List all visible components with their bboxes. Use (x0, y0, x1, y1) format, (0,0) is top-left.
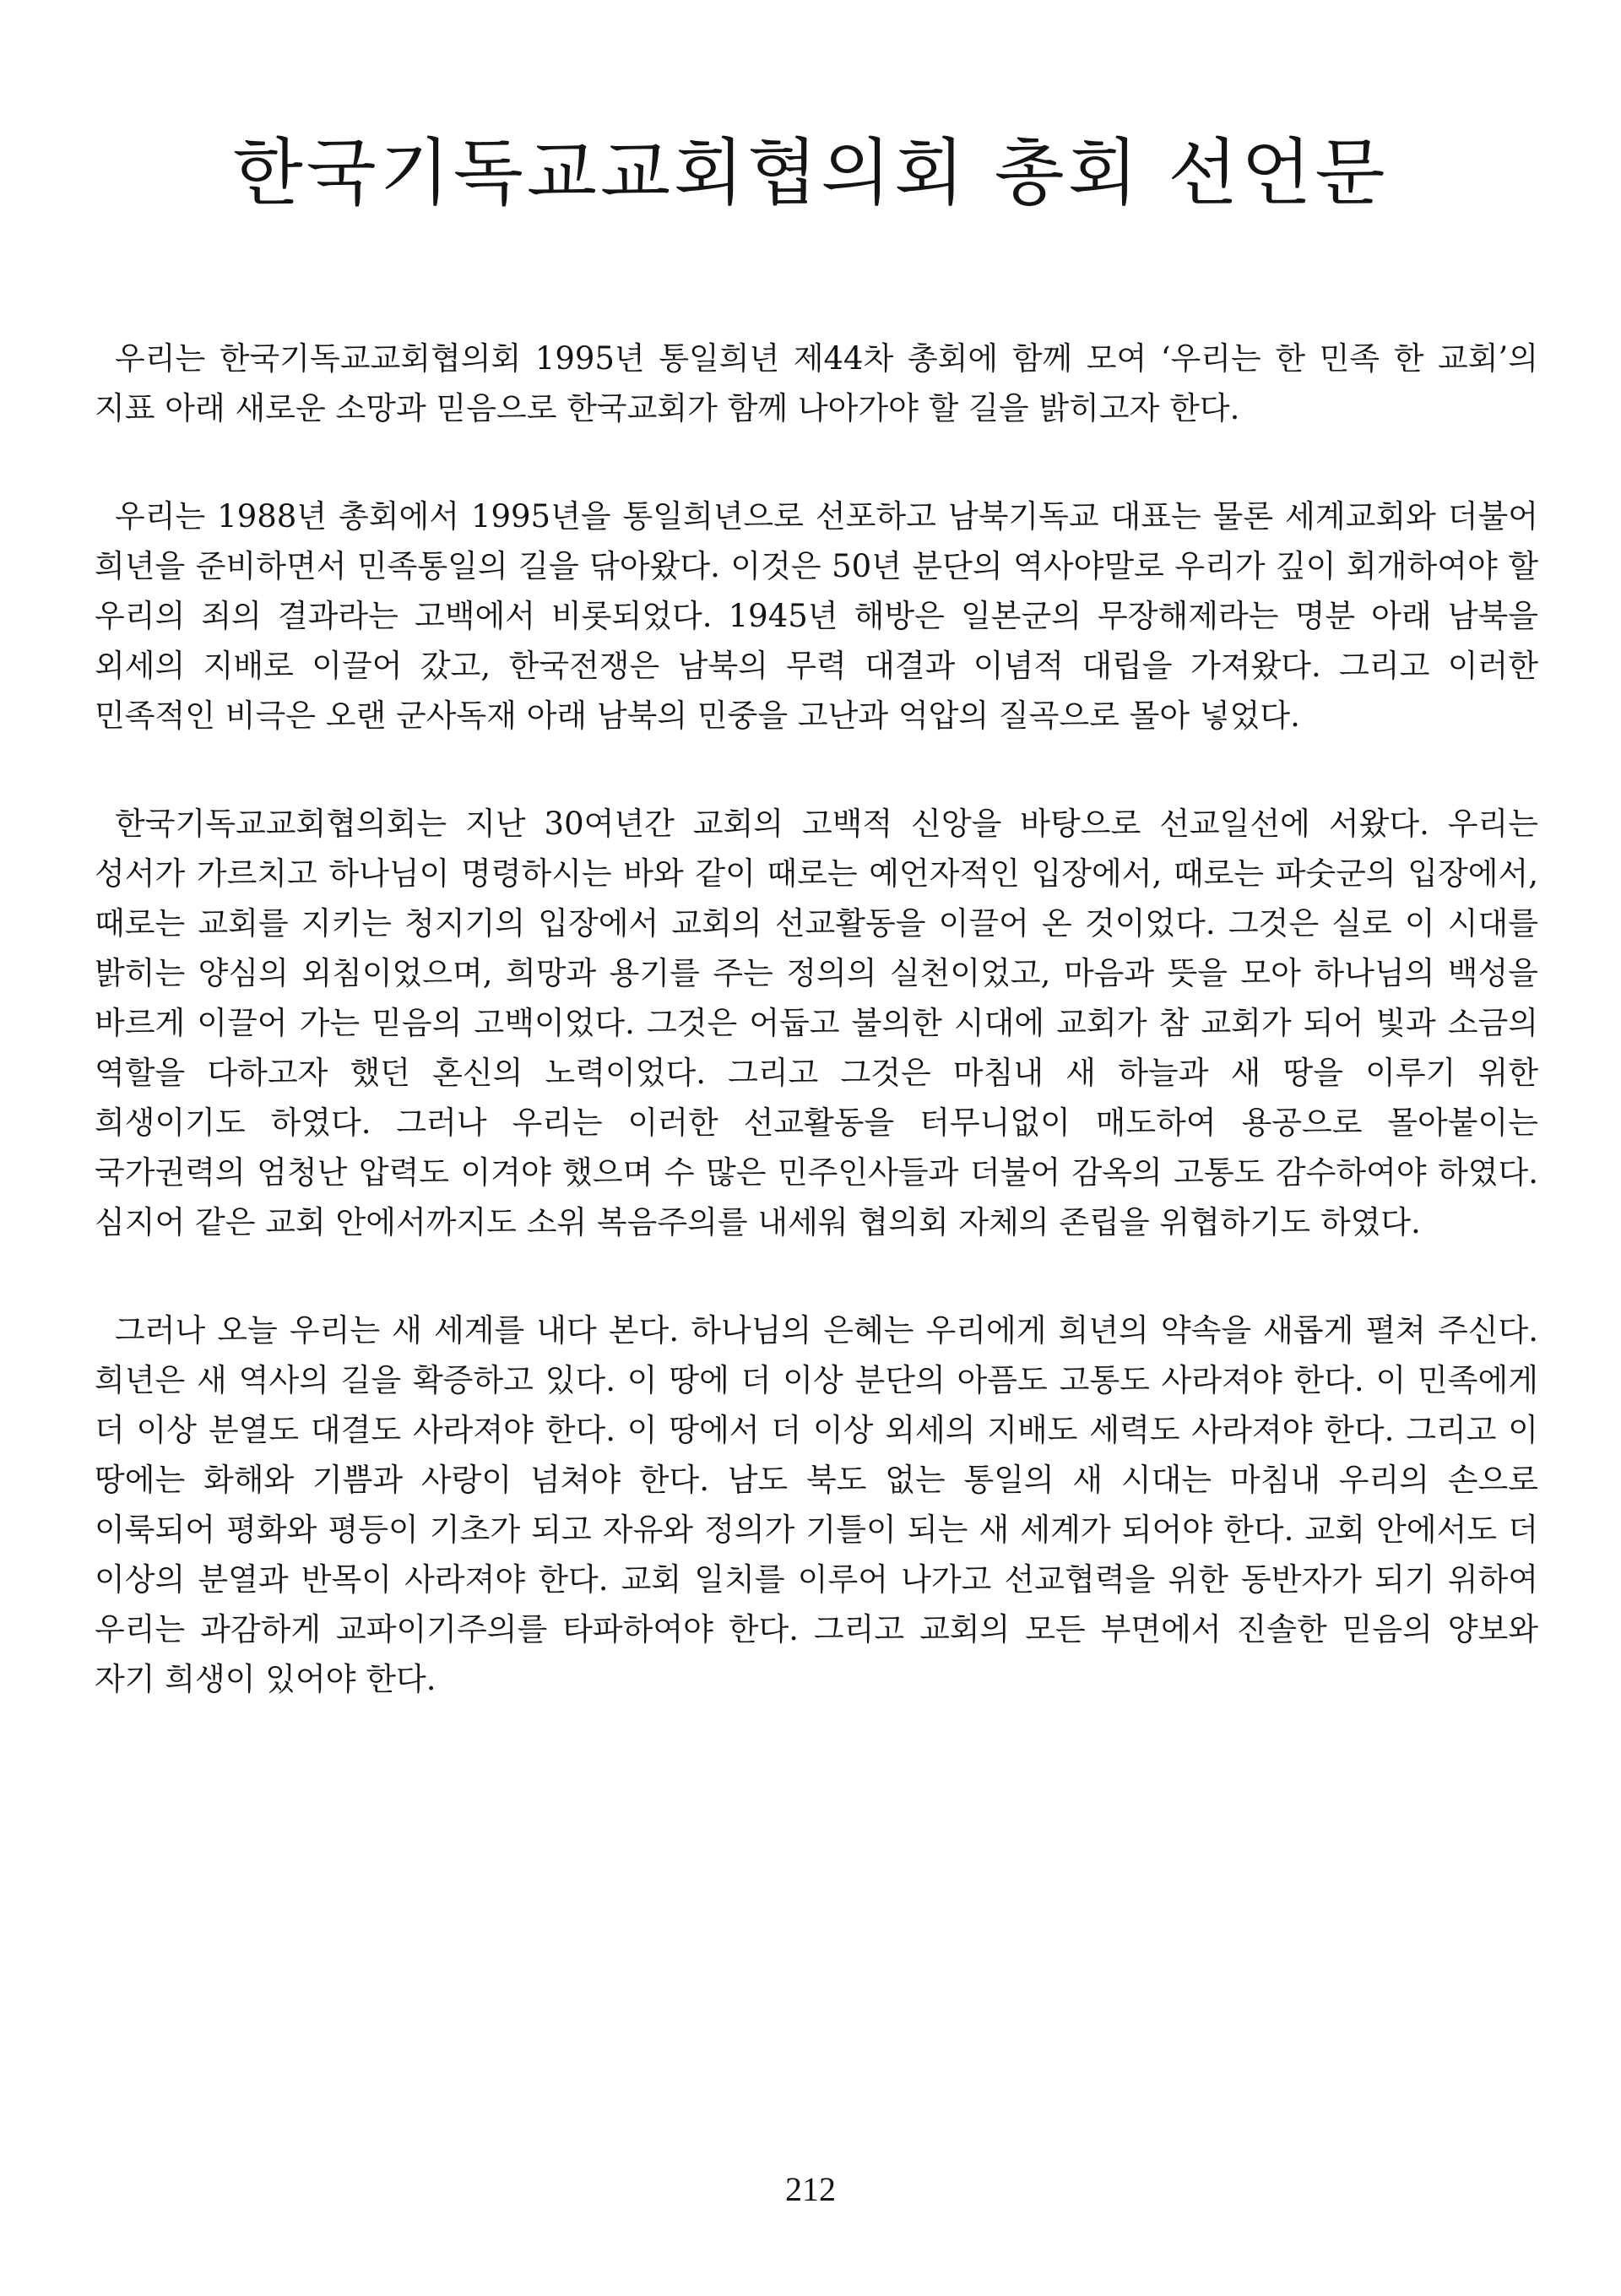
declaration-body (95, 334, 1538, 1762)
paragraph-1: 우리는 한국기독교교회협의회 1995년 통일희년 제44차 총회에 함께 모여 ‘우리는 한 민족 한 교회’의 지표 아래 새로운 소망과 믿음으로 한국교회가 함께 나아가야 할 길을 밝히고자 한다. (95, 340, 1538, 426)
paragraph-2: 우리는 1988년 총회에서 1995년을 통일희년으로 선포하고 남북기독교 대표는 물론 세계교회와 더불어 희년을 준비하면서 민족통일의 길을 닦아왔다. 이것은 50년 분단의 역사야말로 우리가 깊이 회개하여야 할 우리의 죄의 결과라는 고백에서 비롯되었다. 1945년 해방은 일본군의 무장해제라는 명분 아래 남북을 외세의 지배로 이끌어 갔고, 한국전쟁은 남북의 무력 대결과 이념적 대립을 가져왔다. 그리고 이러한 민족적인 비극은 오랜 군사독재 아래 남북의 민중을 고난과 억압의 질곡으로 몰아 넣었다. (95, 498, 1538, 734)
page-title: 한국기독교교회협의회 총회 선언문 (232, 131, 1389, 215)
page-number: 212 (785, 2170, 836, 2208)
paragraph-3: 한국기독교교회협의회는 지난 30여년간 교회의 고백적 신앙을 바탕으로 선교일선에 서왔다. 우리는 성서가 가르치고 하나님이 명령하시는 바와 같이 때로는 예언자적인 입장에서, 때로는 파숫군의 입장에서, 때로는 교회를 지키는 청지기의 입장에서 교회의 선교활동을 이끌어 온 것이었다. 그것은 실로 이 시대를 밝히는 양심의 외침이었으며, 희망과 용기를 주는 정의의 실천이었고, 마음과 뜻을 모아 하나님의 백성을 바르게 이끌어 가는 믿음의 고백이었다. 그것은 어둡고 불의한 시대에 교회가 참 교회가 되어 빛과 소금의 역할을 다하고자 했던 혼신의 노력이었다. 그리고 그것은 마침내 새 하늘과 새 땅을 이루기 위한 희생이기도 하였다. 그러나 우리는 이러한 선교활동을 터무니없이 매도하여 용공으로 몰아붙이는 국가권력의 엄청난 압력도 이겨야 했으며 수 많은 민주인사들과 더불어 감옥의 고통도 감수하여야 하였다. 심지어 같은 교회 안에서까지도 소위 복음주의를 내세워 협의회 자체의 존립을 위협하기도 하였다. (95, 806, 1538, 1240)
paragraph-4: 그러나 오늘 우리는 새 세계를 내다 본다. 하나님의 은혜는 우리에게 희년의 약속을 새롭게 펼쳐 주신다. 희년은 새 역사의 길을 확증하고 있다. 이 땅에 더 이상 분단의 아픔도 고통도 사라져야 한다. 이 민족에게 더 이상 분열도 대결도 사라져야 한다. 이 땅에서 더 이상 외세의 지배도 세력도 사라져야 한다. 그리고 이 땅에는 화해와 기쁨과 사랑이 넘쳐야 한다. 남도 북도 없는 통일의 새 시대는 마침내 우리의 손으로 이룩되어 평화와 평등이 기초가 되고 자유와 정의가 기틀이 되는 새 세계가 되어야 한다. 교회 안에서도 더 이상의 분열과 반목이 사라져야 한다. 교회 일치를 이루어 나가고 선교협력을 위한 동반자가 되기 위하여 우리는 과감하게 교파이기주의를 타파하여야 한다. 그리고 교회의 모든 부면에서 진솔한 믿음의 양보와 자기 희생이 있어야 한다. (95, 1312, 1538, 1697)
